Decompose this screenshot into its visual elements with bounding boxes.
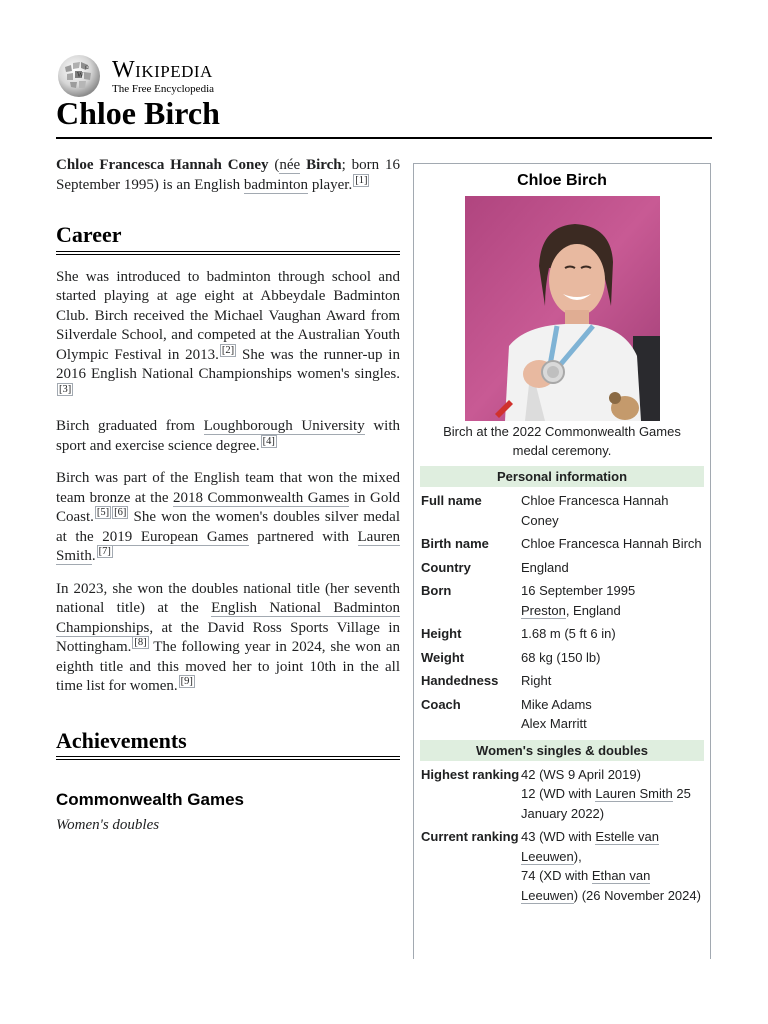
birth-name-label: Birth name (421, 536, 489, 551)
career-text: in Gold Coast. (56, 489, 400, 525)
lead-bold-name: Chloe Francesca Hannah Coney (56, 157, 269, 173)
coach-name: Alex Marritt (521, 716, 587, 731)
european-games-2019-link[interactable]: 2019 European Games (102, 528, 249, 545)
born-value (521, 581, 704, 620)
born-date: 16 September 1995 (521, 583, 636, 598)
loughborough-university-link[interactable]: Loughborough University (203, 418, 365, 434)
career-text: , at the David Ross Sports Village in Nottingham. (56, 619, 400, 655)
coach-row (420, 695, 704, 734)
birth-name-row (420, 534, 704, 554)
career-paragraph (56, 417, 400, 456)
career-text: In 2023, she won the doubles national title (her seventh national title) at the (56, 580, 400, 616)
womens-doubles-label: Women's doubles (56, 816, 160, 833)
coach-label: Coach (421, 696, 461, 712)
career-text: . (91, 548, 96, 564)
commonwealth-games-heading: Commonwealth Games (56, 790, 244, 809)
highest-ranking-value (521, 765, 704, 824)
career-text: The following year in 2024, she won an eighth title and this moved her to joint 10th in the all time list for women. (56, 639, 400, 694)
country-label: Country (421, 559, 471, 575)
born-label: Born (421, 583, 452, 598)
badminton-link[interactable]: badminton (243, 176, 309, 193)
height-row (420, 624, 704, 644)
womens-singles-doubles-header: Women's singles & doubles (420, 740, 704, 761)
ranking-text: ), (573, 848, 582, 864)
full-name-value: Chloe Francesca Hannah Coney (521, 493, 669, 528)
reference-link[interactable]: [9] (180, 676, 193, 687)
handedness-row (420, 671, 704, 691)
lead-open-paren: ( (268, 157, 280, 173)
reference-link[interactable]: [1] (355, 174, 368, 186)
weight-value: 68 kg (150 lb) (521, 649, 601, 665)
wikipedia-logo[interactable] (56, 54, 214, 98)
height-label: Height (421, 626, 462, 641)
current-ranking-label: Current ranking (421, 829, 519, 844)
current-ranking-doubles (521, 827, 704, 866)
wikipedia-wordmark: Wikipedia (112, 56, 213, 83)
career-text: with sport and exercise science degree. (56, 418, 401, 454)
nee-link[interactable]: née (279, 157, 301, 173)
reference-link[interactable]: [5] (96, 507, 110, 518)
weight-row (420, 648, 704, 668)
career-text: Birch graduated from (56, 418, 204, 434)
career-heading: Career (56, 225, 400, 255)
coach-value (521, 695, 704, 734)
ranking-text: ) (26 November 2024) (573, 887, 701, 903)
wikipedia-globe-icon (56, 53, 102, 99)
highest-ranking-doubles (521, 784, 704, 823)
current-ranking-value (521, 827, 704, 905)
page-title: Chloe Birch (56, 95, 220, 131)
career-text: She was introduced to badminton through school and started playing at age eight at Abbeydale Badminton Club. Birch received the Michael Vaughan Award from Silverdale School, and competed at the Australian Youth Olympic Festival in 2013. (56, 268, 400, 363)
career-text: partnered with (248, 528, 358, 545)
career-text: Birch was part of the English team that won the mixed team bronze at the (56, 470, 400, 506)
player-photo[interactable] (465, 196, 660, 421)
highest-ranking-row (420, 765, 704, 824)
handedness-label: Handedness (421, 673, 499, 688)
born-place (521, 601, 704, 621)
current-ranking-row (420, 827, 704, 905)
achievements-heading: Achievements (56, 731, 400, 761)
career-paragraph (56, 268, 400, 405)
career-text: She won the women's doubles silver medal at the (56, 509, 400, 545)
ranking-text: 74 (XD with (521, 868, 592, 883)
reference-link[interactable]: [4] (262, 435, 275, 447)
personal-information-header: Personal information (420, 466, 704, 487)
title-divider (56, 137, 712, 139)
career-paragraph (56, 469, 400, 567)
commonwealth-games-2018-link[interactable]: 2018 Commonwealth Games (172, 489, 350, 506)
ranking-text: 43 (WD with (521, 829, 596, 844)
svg-text:Ω: Ω (85, 66, 89, 71)
reference-link[interactable]: [8] (134, 637, 147, 648)
country-row (420, 558, 704, 578)
reference-link[interactable]: [3] (59, 383, 72, 395)
reference-link[interactable]: [2] (221, 344, 235, 356)
handedness-value: Right (521, 673, 552, 688)
estelle-van-leeuwen-link[interactable]: Estelle van Leeuwen (521, 829, 659, 864)
ranking-text: 12 (WD with (521, 786, 596, 801)
highest-ranking-label: Highest ranking (421, 766, 520, 782)
country-value: England (521, 559, 569, 575)
preston-link[interactable]: Preston (521, 602, 566, 618)
lauren-smith-link[interactable]: Lauren Smith (56, 528, 400, 564)
height-value: 1.68 m (5 ft 6 in) (521, 626, 616, 641)
wikipedia-tagline: The Free Encyclopedia (112, 82, 215, 95)
infobox-title: Chloe Birch (517, 172, 607, 189)
career-paragraph (56, 580, 400, 697)
ethan-van-leeuwen-link[interactable]: Ethan van Leeuwen (521, 868, 651, 903)
coach-name: Mike Adams (521, 696, 592, 712)
national-championships-link[interactable]: English National Badminton Championships (56, 600, 400, 636)
svg-text:W: W (77, 71, 84, 79)
photo-caption: Birch at the 2022 Commonwealth Games medal ceremony. (443, 424, 681, 458)
weight-label: Weight (421, 649, 465, 665)
infobox (413, 163, 711, 959)
lead-text-end: player. (308, 176, 353, 193)
born-row (420, 581, 704, 620)
reference-link[interactable]: [6] (114, 507, 127, 518)
lead-text: ; born 16 September 1995) is an English (56, 157, 400, 193)
article-body (56, 156, 400, 835)
lead-maiden-name: Birch (306, 157, 342, 173)
lauren-smith-link[interactable]: Lauren Smith (595, 786, 673, 801)
lead-paragraph (56, 156, 400, 195)
highest-ranking-singles: 42 (WS 9 April 2019) (521, 766, 641, 782)
ranking-text: 25 January 2022) (521, 786, 691, 821)
career-text: She was the runner-up in 2016 English National Championships women's singles. (56, 346, 400, 382)
current-ranking-mixed (521, 866, 704, 905)
reference-link[interactable]: [7] (98, 546, 111, 557)
full-name-row (420, 491, 704, 530)
full-name-label: Full name (421, 493, 482, 508)
birth-name-value: Chloe Francesca Hannah Birch (521, 536, 702, 551)
born-place-rest: , England (565, 602, 621, 618)
